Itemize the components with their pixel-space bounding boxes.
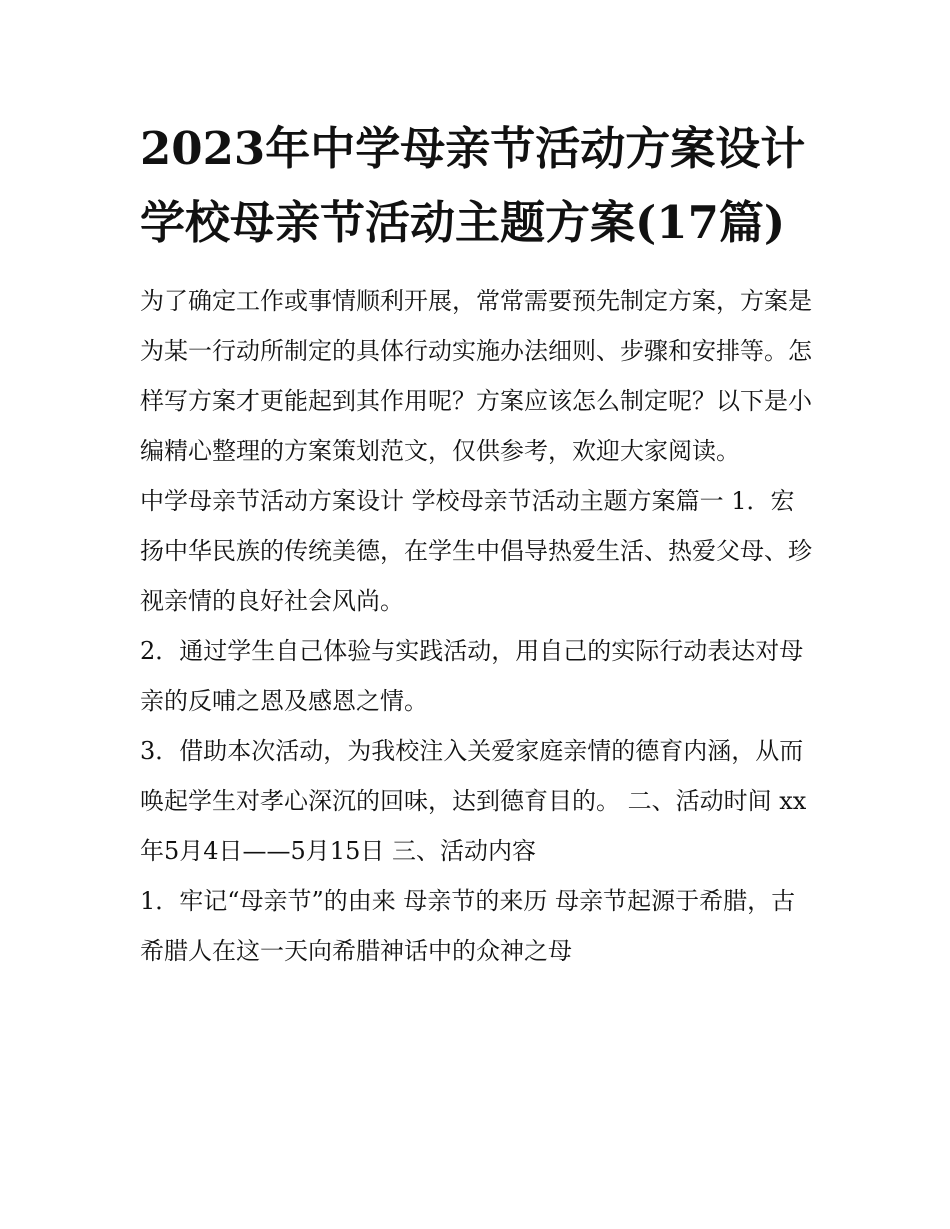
document-body: [140, 112, 812, 976]
objective-three-paragraph: 3．借助本次活动，为我校注入关爱家庭亲情的德育内涵，从而唤起学生对孝心深沉的回味，达到德育目的。 二、活动时间 xx年5月4日——5月15日 三、活动内容: [140, 737, 807, 865]
activity-one-paragraph: 1．牢记“母亲节”的由来 母亲节的来历 母亲节起源于希腊，古希腊人在这一天向希腊神话中的众神之母: [140, 887, 796, 965]
section-one-paragraph: 中学母亲节活动方案设计 学校母亲节活动主题方案篇一 1．宏扬中华民族的传统美德，在学生中倡导热爱生活、热爱父母、珍视亲情的良好社会风尚。: [140, 487, 812, 615]
document-title: 2023年中学母亲节活动方案设计 学校母亲节活动主题方案(17篇): [140, 122, 806, 249]
intro-paragraph: 为了确定工作或事情顺利开展，常常需要预先制定方案，方案是为某一行动所制定的具体行动实施办法细则、步骤和安排等。怎样写方案才更能起到其作用呢？方案应该怎么制定呢？以下是小编精心整理的方案策划范文，仅供参考，欢迎大家阅读。: [140, 287, 812, 465]
objective-two-paragraph: 2．通过学生自己体验与实践活动，用自己的实际行动表达对母亲的反哺之恩及感恩之情。: [140, 637, 804, 715]
